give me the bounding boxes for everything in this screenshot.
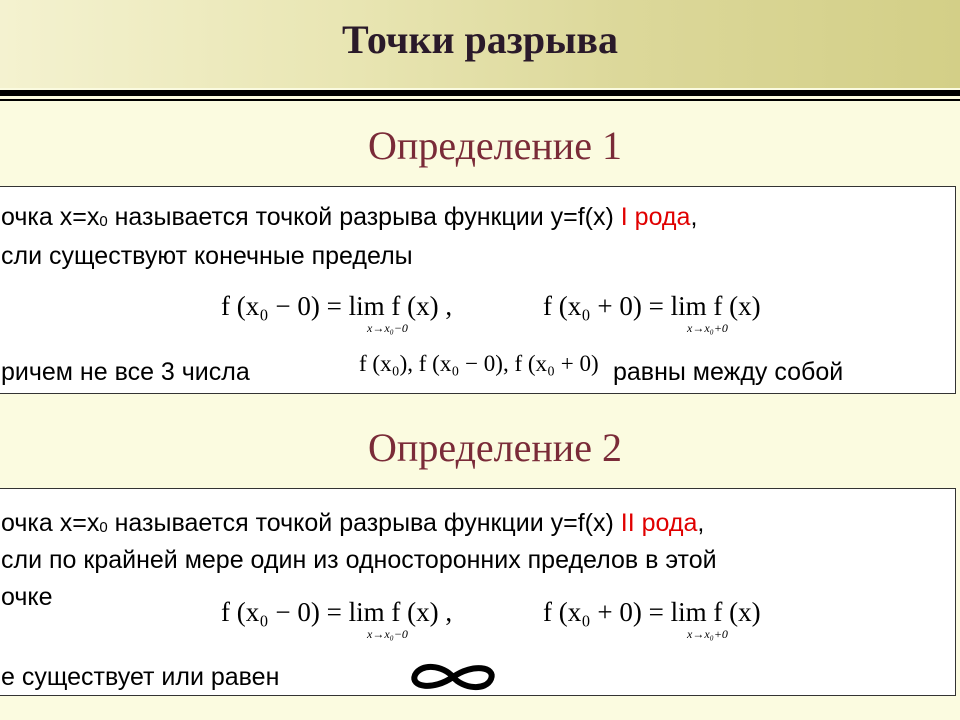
infinity-icon (407, 659, 499, 695)
definition-2-line-4: е существует или равен (1, 663, 280, 691)
definition-2-box (0, 488, 956, 696)
definition-2-line-1: очка x=x0 называется точкой разрыва функции y=f(x) II рода, (1, 509, 705, 537)
definition-2-line-2: сли по крайней мере один из односторонних пределов в этой (1, 546, 717, 574)
definition-1-line-2: сли существуют конечные пределы (1, 242, 413, 270)
three-numbers-formula: f (x₀), f (x₀ − 0), f (x₀ + 0) (359, 351, 599, 376)
kind-label: II рода (620, 509, 698, 537)
right-limit-formula: f (x₀ + 0) = lim f (x) (543, 291, 761, 321)
left-limit-subscript: x→x₀−0 (367, 627, 408, 641)
kind-label: I рода (620, 203, 691, 231)
title-rule-thick (0, 90, 960, 96)
right-limit-subscript: x→x₀+0 (687, 627, 728, 641)
page-title: Точки разрыва (342, 17, 618, 62)
definition-1-line-1: очка x=x0 называется точкой разрыва функции y=f(x) I рода, (1, 203, 698, 231)
left-limit-subscript: x→x₀−0 (367, 321, 408, 335)
definition-1-line-3a: ричем не все 3 числа (1, 358, 250, 386)
left-limit-formula: f (x₀ − 0) = lim f (x) , (221, 291, 453, 321)
left-limit-formula: f (x₀ − 0) = lim f (x) , (221, 597, 453, 627)
definition-1-line-3b: равны между собой (613, 358, 844, 386)
right-limit-formula: f (x₀ + 0) = lim f (x) (543, 597, 761, 627)
definition-1-heading: Определение 1 (368, 123, 622, 168)
definition-2-heading: Определение 2 (368, 425, 622, 470)
right-limit-subscript: x→x₀+0 (687, 321, 728, 335)
definition-1-box (0, 186, 956, 394)
title-rule-thin (0, 99, 960, 101)
definition-2-line-3: очке (1, 583, 53, 611)
